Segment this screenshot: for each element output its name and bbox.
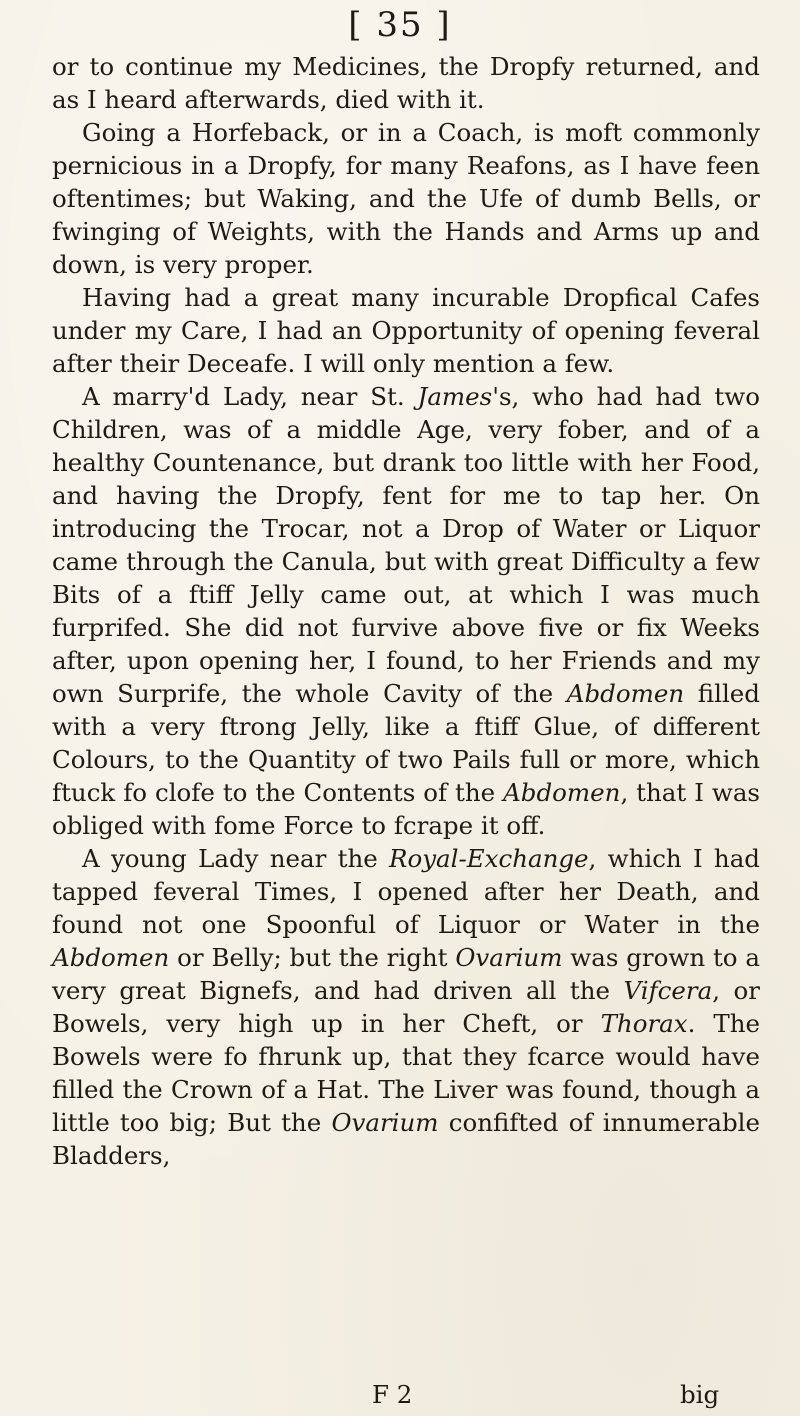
italic-term: Ovarium: [331, 1108, 439, 1137]
signature-mark: F 2: [372, 1380, 413, 1409]
italic-term: Vifcera: [623, 976, 713, 1005]
italic-term: Abdomen: [52, 943, 170, 972]
text-span: , which I had tapped feveral Times, I opened after her Death, and found not one Spoonful of Liquor or Water in the: [52, 844, 760, 939]
text-span: 's, who had had two Children, was of a middle Age, very fober, and of a healthy Countenance, but drank too little with her Food, and having the Dropfy, fent for me to tap her. On introducing the Trocar, not a Drop of Water or Liquor came through the Canula, but with great Difficulty a few Bits of a ftiff Jelly came out, at which I was much furprifed. She did not furvive above five or fix Weeks after, upon opening her, I found, to her Friends and my own Surprife, the whole Cavity of the: [52, 382, 760, 708]
italic-name: James: [417, 382, 493, 411]
text-span: confifted of innumerable Bladders,: [52, 1108, 760, 1170]
text-span: , that I was obliged with fome Force to fcrape it off.: [52, 778, 761, 840]
text-span: , or Bowels, very high up in her Cheft, or: [52, 976, 760, 1038]
page-number: [ 35 ]: [348, 5, 452, 45]
paragraph-2: Going a Horfeback, or in a Coach, is moft commonly pernicious in a Dropfy, for many Reafons, as I have feen oftentimes; but Waking, and the Ufe of dumb Bells, or fwinging of Weights, with the Hands and Arms up and down, is very proper.: [52, 118, 760, 279]
text-span: or Belly; but the right: [169, 943, 456, 972]
text-span: A marry'd Lady, near St.: [82, 382, 418, 411]
text-span: . The Bowels were fo fhrunk up, that they fcarce would have filled the Crown of a Hat. The Liver was found, though a little too big; But the: [52, 1009, 760, 1137]
italic-term: Abdomen: [503, 778, 621, 807]
text-span: A young Lady near the: [82, 844, 390, 873]
italic-term: Thorax: [600, 1009, 688, 1038]
paragraph-1: or to continue my Medicines, the Dropfy returned, and as I heard afterwards, died with it.: [52, 52, 760, 114]
paragraph-5: [52, 842, 760, 1172]
paragraph-3: Having had a great many incurable Dropfical Cafes under my Care, I had an Opportunity of opening feveral after their Deceafe. I will only mention a few.: [52, 283, 760, 378]
text-span: was grown to a very great Bignefs, and had driven all the: [52, 943, 760, 1005]
italic-term: Abdomen: [566, 679, 685, 708]
text-span: filled with a very ftrong Jelly, like a ftiff Glue, of different Colours, to the Quantity of two Pails full or more, which ftuck fo clofe to the Contents of the: [52, 679, 760, 807]
italic-place: Royal-Exchange: [389, 844, 589, 873]
paragraph-4: [52, 380, 760, 842]
italic-term: Ovarium: [455, 943, 563, 972]
body-text: [52, 50, 760, 1172]
catchword: big: [680, 1380, 720, 1409]
page-footer: [0, 1378, 800, 1414]
